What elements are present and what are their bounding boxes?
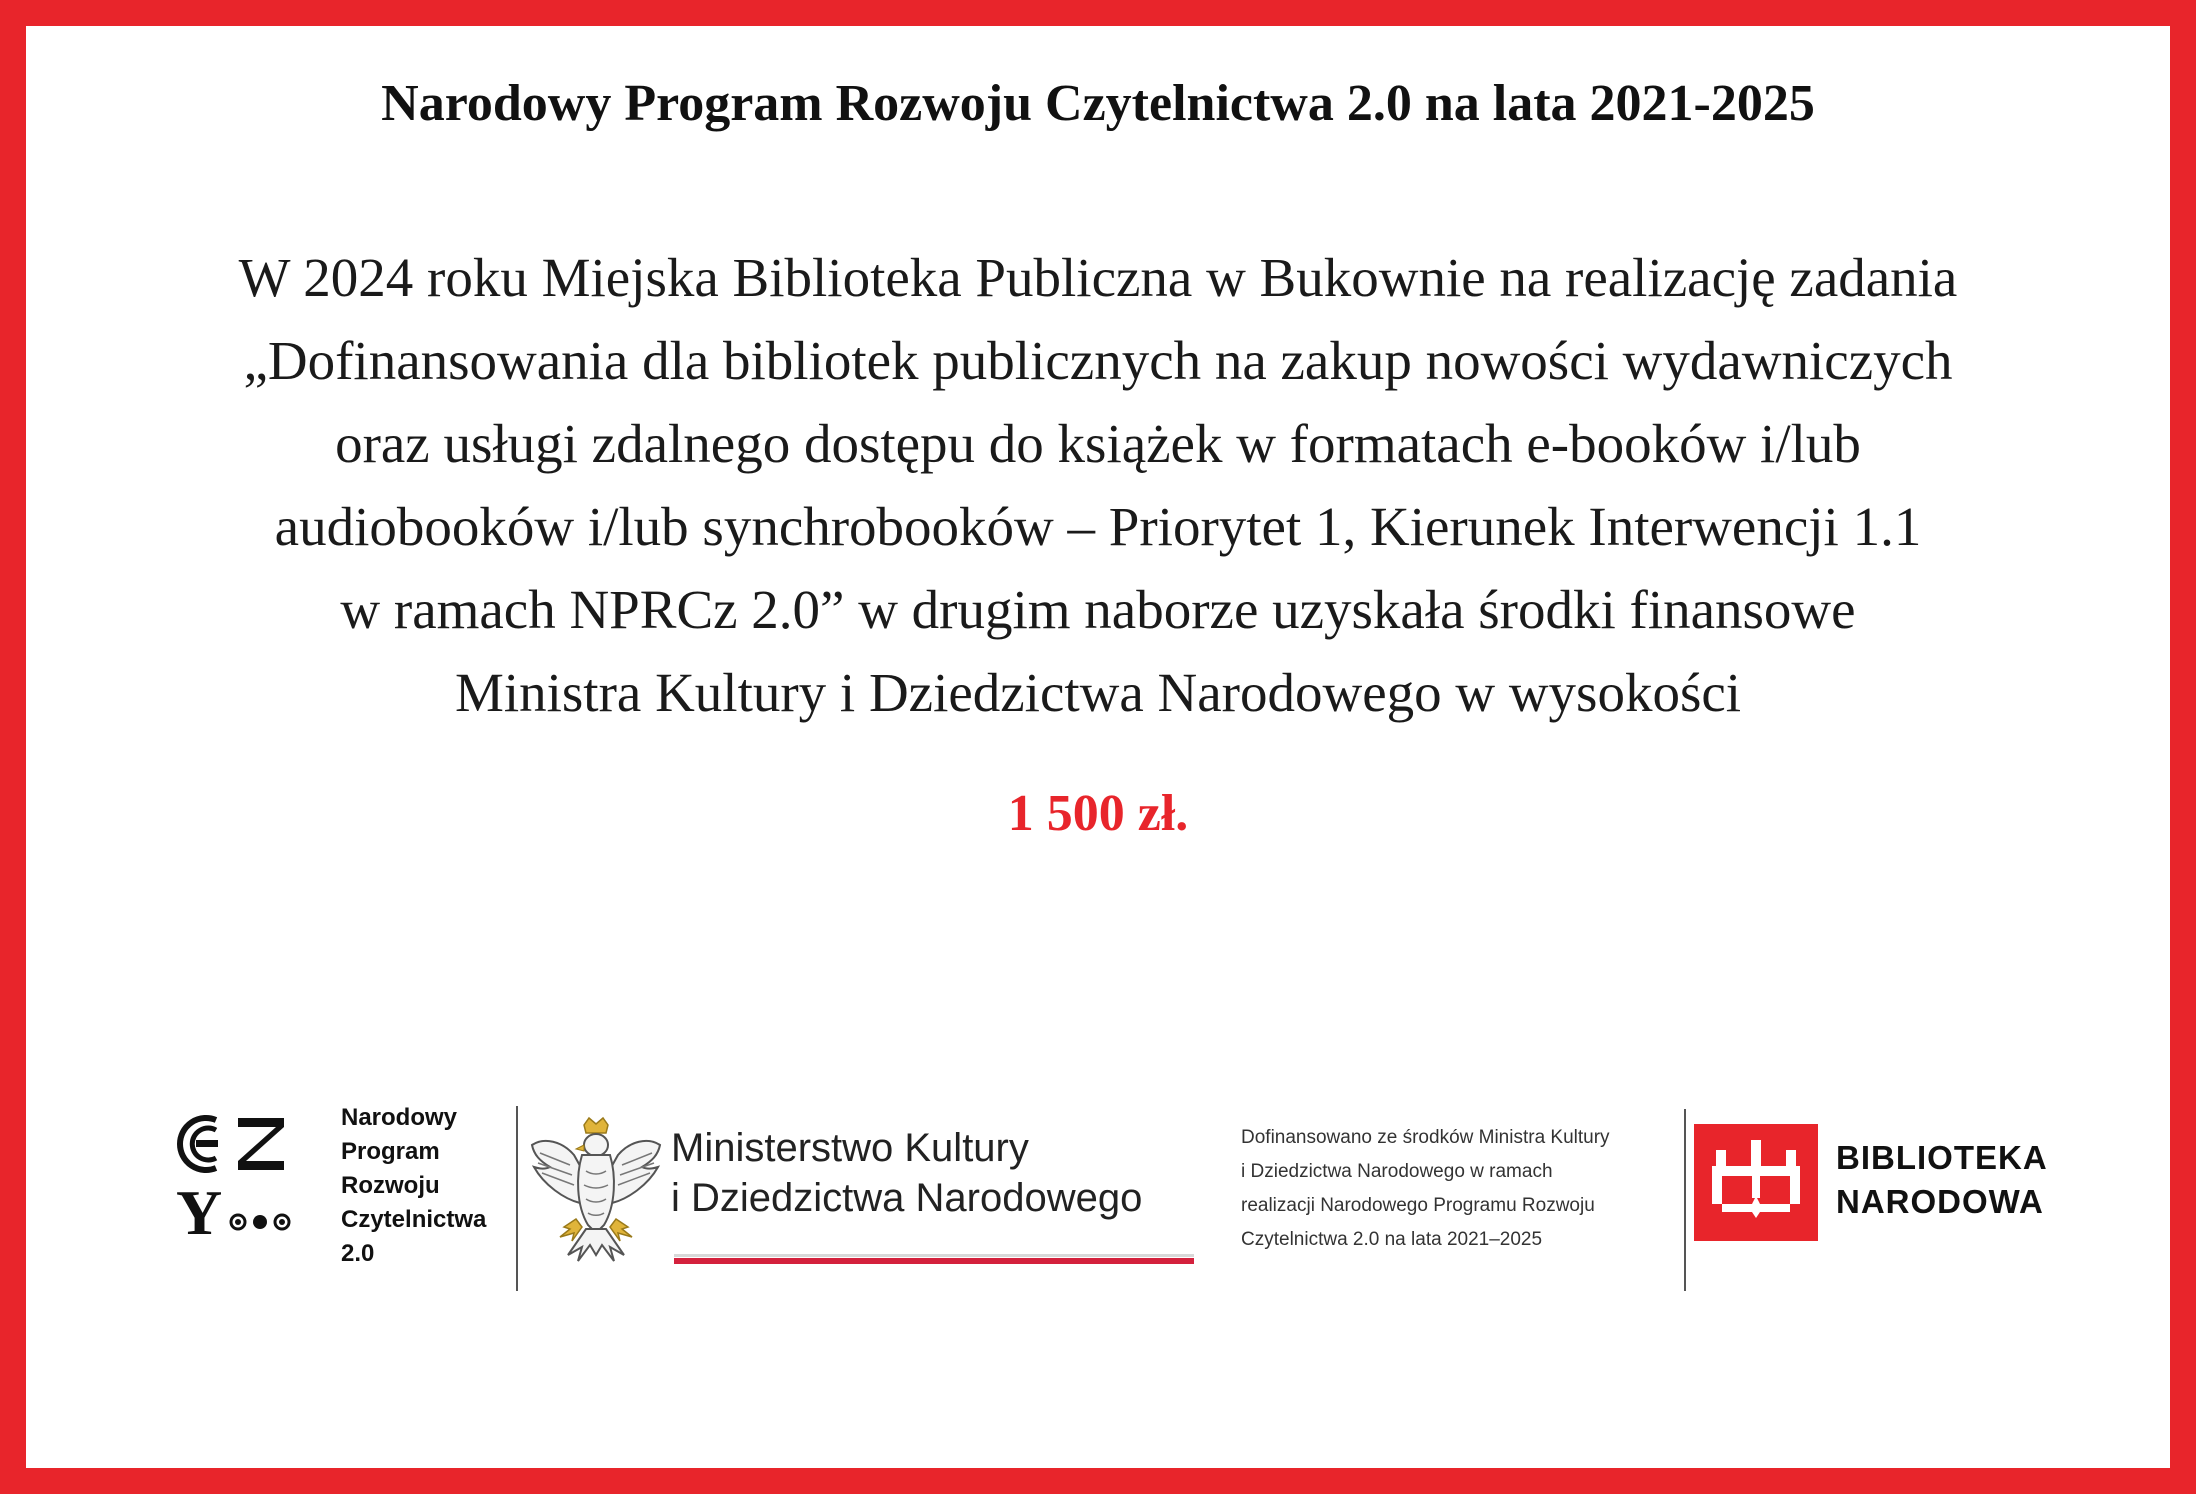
funding-note-line: Dofinansowano ze środków Ministra Kultury: [1241, 1127, 1610, 1148]
logo-divider: [516, 1106, 518, 1291]
sponsor-logos-strip: [176, 1081, 2076, 1301]
nprcz-logo-icon: [176, 1106, 301, 1241]
polish-flag-stripe: [674, 1254, 1194, 1264]
nprcz-line: Czytelnictwa: [341, 1206, 487, 1233]
flag-white-stripe: [674, 1254, 1194, 1257]
polish-eagle-icon: [526, 1115, 666, 1263]
funding-note-line: realizacji Narodowego Programu Rozwoju: [1241, 1195, 1595, 1216]
funding-note-line: Czytelnictwa 2.0 na lata 2021–2025: [1241, 1229, 1543, 1250]
nprcz-line: 2.0: [341, 1240, 375, 1267]
announcement-line: w ramach NPRCz 2.0” w drugim naborze uzyskała środki finansowe: [340, 579, 1856, 640]
nprcz-logo-text: [341, 1101, 486, 1271]
page-title: Narodowy Program Rozwoju Czytelnictwa 2.0 na lata 2021-2025: [381, 75, 1815, 132]
poster-content: [26, 26, 2170, 1468]
biblioteka-line: NARODOWA: [1836, 1183, 2044, 1220]
funding-note: [1241, 1121, 1610, 1257]
nprcz-line: Program: [341, 1138, 440, 1165]
announcement-line: W 2024 roku Miejska Biblioteka Publiczna w Bukownie na realizację zadania: [238, 247, 1958, 308]
ministry-name: [671, 1123, 1142, 1223]
announcement-line: audiobooków i/lub synchrobooków – Priorytet 1, Kierunek Interwencji 1.1: [274, 496, 1922, 557]
logo-divider: [1684, 1109, 1686, 1291]
announcement-line: Ministra Kultury i Dziedzictwa Narodowego w wysokości: [454, 662, 1742, 723]
biblioteka-line: BIBLIOTEKA: [1836, 1139, 2048, 1176]
announcement-line: „Dofinansowania dla bibliotek publicznych na zakup nowości wydawniczych: [243, 330, 1953, 391]
biblioteka-narodowa-emblem-icon: [1694, 1124, 1818, 1241]
ministry-name-line: i Dziedzictwa Narodowego: [671, 1176, 1143, 1220]
svg-text:Y: Y: [176, 1177, 223, 1241]
funding-amount: 1 500 zł.: [1007, 785, 1189, 842]
ministry-name-line: Ministerstwo Kultury: [671, 1126, 1029, 1170]
announcement-line: oraz usługi zdalnego dostępu do książek w formatach e-booków i/lub: [335, 413, 1861, 474]
nprcz-line: Narodowy: [341, 1104, 458, 1131]
nprcz-line: Rozwoju: [341, 1172, 440, 1199]
funding-note-line: i Dziedzictwa Narodowego w ramach: [1241, 1161, 1553, 1182]
announcement-text: [26, 236, 2170, 734]
biblioteka-narodowa-logo-text: [1836, 1136, 2048, 1224]
flag-red-stripe: [674, 1258, 1194, 1264]
